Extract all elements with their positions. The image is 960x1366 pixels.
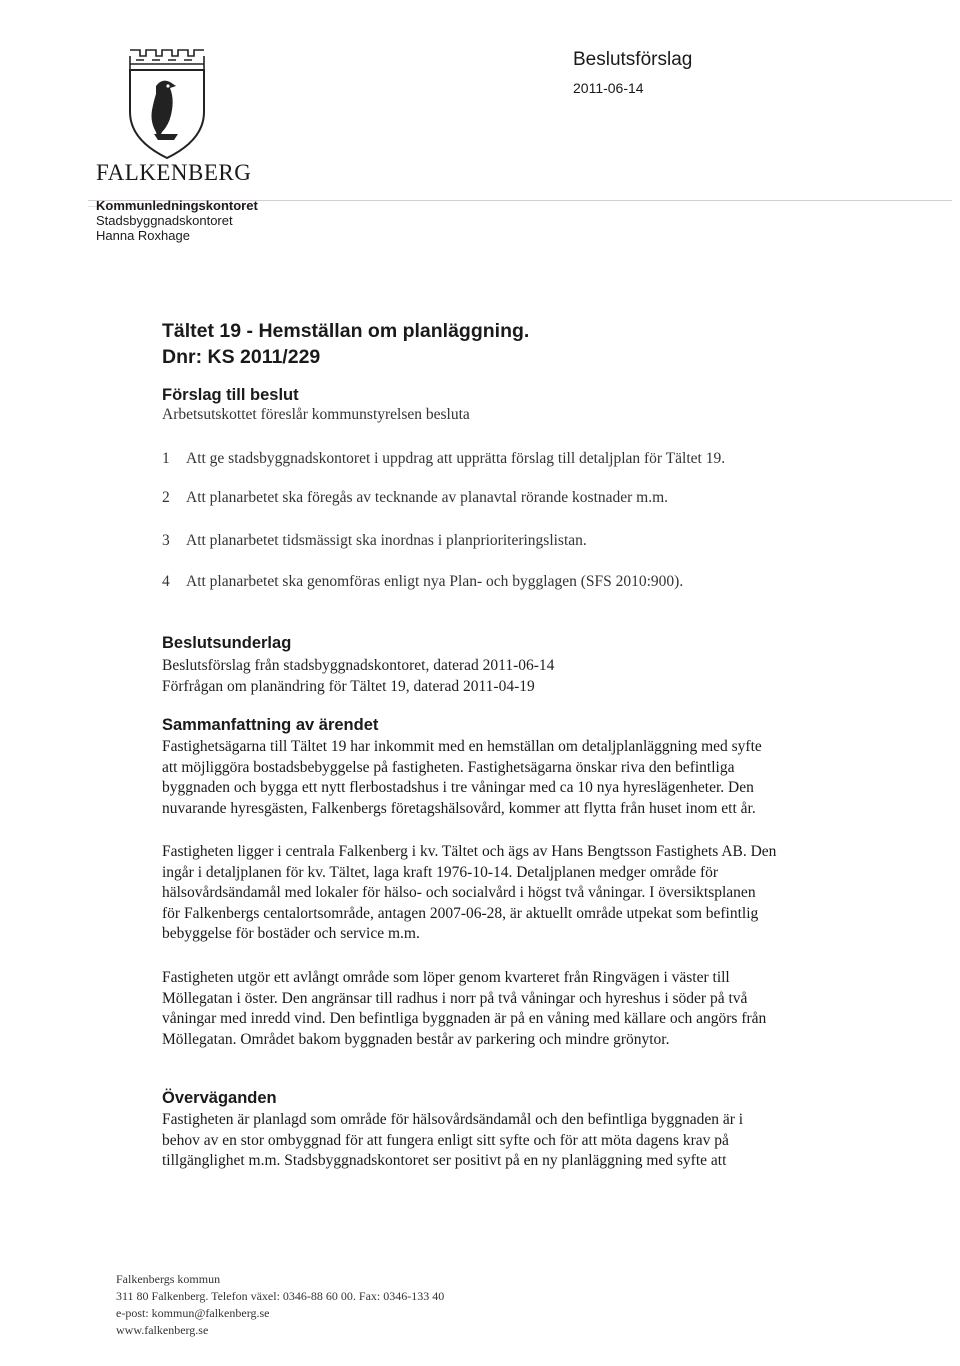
falkenberg-coat-of-arms-logo [124,42,210,162]
proposal-item-number: 3 [162,532,170,549]
paragraph-line: hälsovårdsändamål med lokaler för hälso- och socialvård i högst två våningar. I översiktsplanen [162,884,756,901]
summary-paragraph [162,968,862,1050]
proposal-item-text: Att planarbetet tidsmässigt ska inordnas i planprioriteringslistan. [186,532,587,549]
office-name: Stadsbyggnadskontoret [96,213,233,228]
basis-item: Beslutsförslag från stadsbyggnadskontoret, daterad 2011-06-14 [162,657,555,674]
paragraph-line: för Falkenbergs centalortsområde, antagen 2007-06-28, är aktuellt område utpekat som befintlig [162,904,759,922]
proposal-heading: Förslag till beslut [162,386,299,404]
footer-address: 311 80 Falkenberg. Telefon växel: 0346-88 60 00. Fax: 0346-133 40 [116,1289,445,1303]
proposal-intro: Arbetsutskottet föreslår kommunstyrelsen besluta [162,406,470,423]
consideration-paragraph [162,1110,862,1172]
proposal-item-text: Att ge stadsbyggnadskontoret i uppdrag att upprätta förslag till detaljplan för Tältet 19. [186,450,726,467]
proposal-item-number: 4 [162,573,170,590]
paragraph-line: att möjliggöra bostadsbebyggelse på fastigheten. Fastighetsägarna önskar riva den befintliga [162,758,735,776]
paragraph-line: behov av en stor ombyggnad för att fungera enligt sitt syfte och för att möta dagens krav på [162,1131,729,1149]
paragraph-line: Fastigheten är planlagd som område för hälsovårdsändamål och den befintliga byggnaden är i [162,1111,744,1128]
author-name: Hanna Roxhage [96,228,190,243]
summary-heading: Sammanfattning av ärendet [162,716,379,734]
paragraph-line: våningar med inredd vind. Den befintliga byggnaden är på en våning med källare och angörs från [162,1010,767,1027]
paragraph-line: Fastigheten ligger i centrala Falkenberg i kv. Tältet och ägs av Hans Bengtsson Fastighets AB. Den [162,843,777,860]
footer-email: e-post: kommun@falkenberg.se [116,1306,270,1320]
basis-heading: Beslutsunderlag [162,634,292,652]
title-line-1: Tältet 19 - Hemställan om planläggning. [162,320,530,342]
paragraph-line: byggnaden och bygga ett nytt flerbostadshus i tre våningar med ca 10 nya hyreslägenheter. Den [162,779,754,796]
proposal-item-number: 2 [162,489,170,506]
basis-list [162,656,554,697]
department-block [96,198,258,243]
paragraph-line: Möllegatan. Området bakom byggnaden består av parkering och mindre grönytor. [162,1030,670,1048]
proposal-item-text: Att planarbetet ska genomföras enligt nya Plan- och bygglagen (SFS 2010:900). [186,573,684,590]
document-type: Beslutsförslag [573,49,693,70]
footer-contact [116,1271,444,1339]
paragraph-line: Fastighetsägarna till Tältet 19 har inkommit med en hemställan om detaljplanläggning med syfte [162,738,762,755]
paragraph-line: bebyggelse för bostäder och service m.m. [162,925,420,942]
summary-paragraph [162,842,862,945]
basis-item: Förfrågan om planändring för Tältet 19, daterad 2011-04-19 [162,677,535,695]
document-date: 2011-06-14 [573,80,644,96]
paragraph-line: tillgänglighet m.m. Stadsbyggnadskontoret ser positivt på en ny planläggning med syfte att [162,1152,727,1169]
proposal-item-text: Att planarbetet ska föregås av tecknande av planavtal rörande kostnader m.m. [186,489,669,506]
department-name: Kommunledningskontoret [96,198,258,213]
paragraph-line: nuvarande hyresgästen, Falkenbergs företagshälsovård, kommer att flytta från huset inom ett år. [162,799,756,817]
consideration-heading: Överväganden [162,1089,277,1107]
footer-organization: Falkenbergs kommun [116,1272,221,1286]
organization-name: FALKENBERG [96,160,252,185]
footer-website: www.falkenberg.se [116,1323,209,1337]
paragraph-line: ingår i detaljplanen för kv. Tältet, laga kraft 1976-10-14. Detaljplanen medger område för [162,863,719,881]
paragraph-line: Möllegatan i öster. Den angränsar till radhus i norr på två våningar och hyreshus i söder på två [162,989,748,1007]
document-title [162,318,529,370]
summary-paragraph [162,737,862,819]
paragraph-line: Fastigheten utgör ett avlångt område som löper genom kvarteret från Ringvägen i väster till [162,969,730,986]
case-number: Dnr: KS 2011/229 [162,346,321,368]
proposal-item-number: 1 [162,450,170,467]
